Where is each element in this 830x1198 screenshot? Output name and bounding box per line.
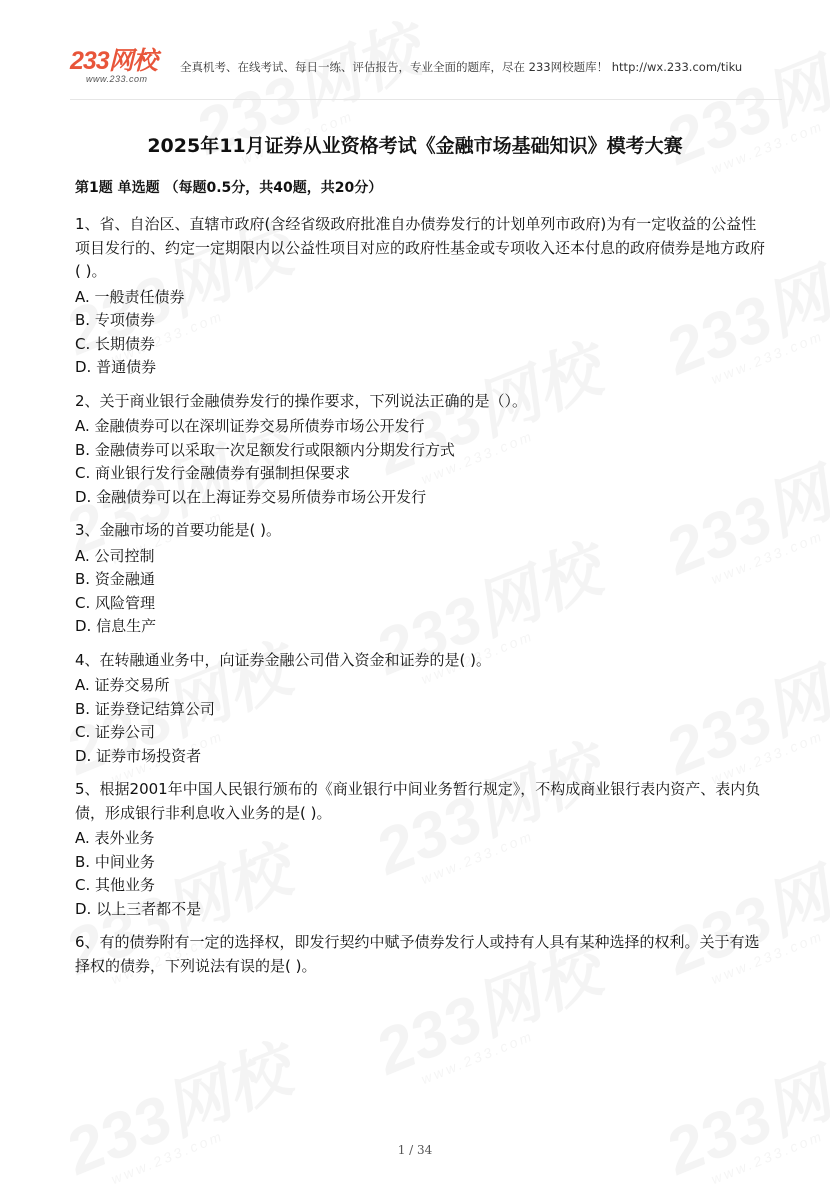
option-a: A. 公司控制 — [75, 546, 155, 565]
header-divider — [70, 99, 782, 100]
option-b: B. 金融债券可以采取一次足额发行或限额内分期发行方式 — [75, 440, 455, 459]
option-a: A. 一般责任债券 — [75, 287, 185, 306]
question-5 — [75, 778, 765, 921]
logo-url: www.233.com — [86, 74, 148, 84]
option-d: D. 普通债券 — [75, 358, 157, 376]
option-a: A. 证券交易所 — [75, 676, 170, 694]
option-b: B. 证券登记结算公司 — [75, 699, 215, 718]
option-d: D. 证券市场投资者 — [75, 746, 202, 765]
option-c: C. 长期债券 — [75, 334, 156, 353]
watermark — [50, 1020, 304, 1198]
option-c: C. 其他业务 — [75, 876, 156, 894]
question-stem: 5、根据2001年中国人民银行颁布的《商业银行中间业务暂行规定》，不构成商业银行表内资产、表内负债，形成银行非利息收入业务的是( )。 — [75, 780, 761, 822]
option-b: B. 中间业务 — [75, 852, 155, 871]
question-stem: 4、在转融通业务中，向证券金融公司借入资金和证券的是( )。 — [75, 650, 492, 669]
option-a: A. 金融债券可以在深圳证券交易所债券市场公开发行 — [75, 417, 425, 435]
page-indicator: 1 / 34 — [397, 1143, 433, 1157]
option-b: B. 资金融通 — [75, 570, 155, 588]
section-heading: 第1题 单选题 （每题0.5分，共40题，共20分） — [75, 180, 383, 196]
option-a: A. 表外业务 — [75, 829, 155, 847]
header-tagline: 全真机考、在线考试、每日一练、评估报告，专业全面的题库，尽在 233网校题库！ http://wx.233.com/tiku — [180, 60, 743, 74]
watermark — [650, 1020, 830, 1198]
question-stem: 2、关于商业银行金融债券发行的操作要求，下列说法正确的是（）。 — [75, 391, 528, 410]
page-header — [70, 48, 782, 98]
option-d: D. 以上三者都不是 — [75, 899, 202, 918]
question-stem: 6、有的债券附有一定的选择权，即发行契约中赋予债券发行人或持有人具有某种选择的权利。关于有选择权的债券，下列说法有误的是( )。 — [75, 933, 760, 975]
option-c: C. 证券公司 — [75, 723, 156, 741]
logo-text: 233网校 — [70, 47, 157, 75]
option-c: C. 风险管理 — [75, 593, 156, 612]
brand-logo[interactable] — [70, 48, 170, 84]
question-stem: 3、金融市场的首要功能是( )。 — [75, 521, 282, 539]
question-3 — [75, 519, 765, 639]
question-6 — [75, 931, 765, 978]
question-2 — [75, 390, 765, 510]
option-d: D. 金融债券可以在上海证券交易所债券市场公开发行 — [75, 487, 427, 506]
option-c: C. 商业银行发行金融债券有强制担保要求 — [75, 464, 351, 482]
question-1 — [75, 213, 765, 380]
option-d: D. 信息生产 — [75, 617, 157, 635]
question-stem: 1、省、自治区、直辖市政府(含经省级政府批准自办债券发行的计划单列市政府)为有一定收益的公益性项目发行的、约定一定期限内以公益性项目对应的政府性基金或专项收入还本付息的政府债券是地方政府( )。 — [75, 215, 766, 280]
question-4 — [75, 649, 765, 769]
document-title: 2025年11月证券从业资格考试《金融市场基础知识》模考大赛 — [147, 135, 683, 157]
question-list — [75, 213, 765, 988]
option-b: B. 专项债券 — [75, 311, 155, 329]
